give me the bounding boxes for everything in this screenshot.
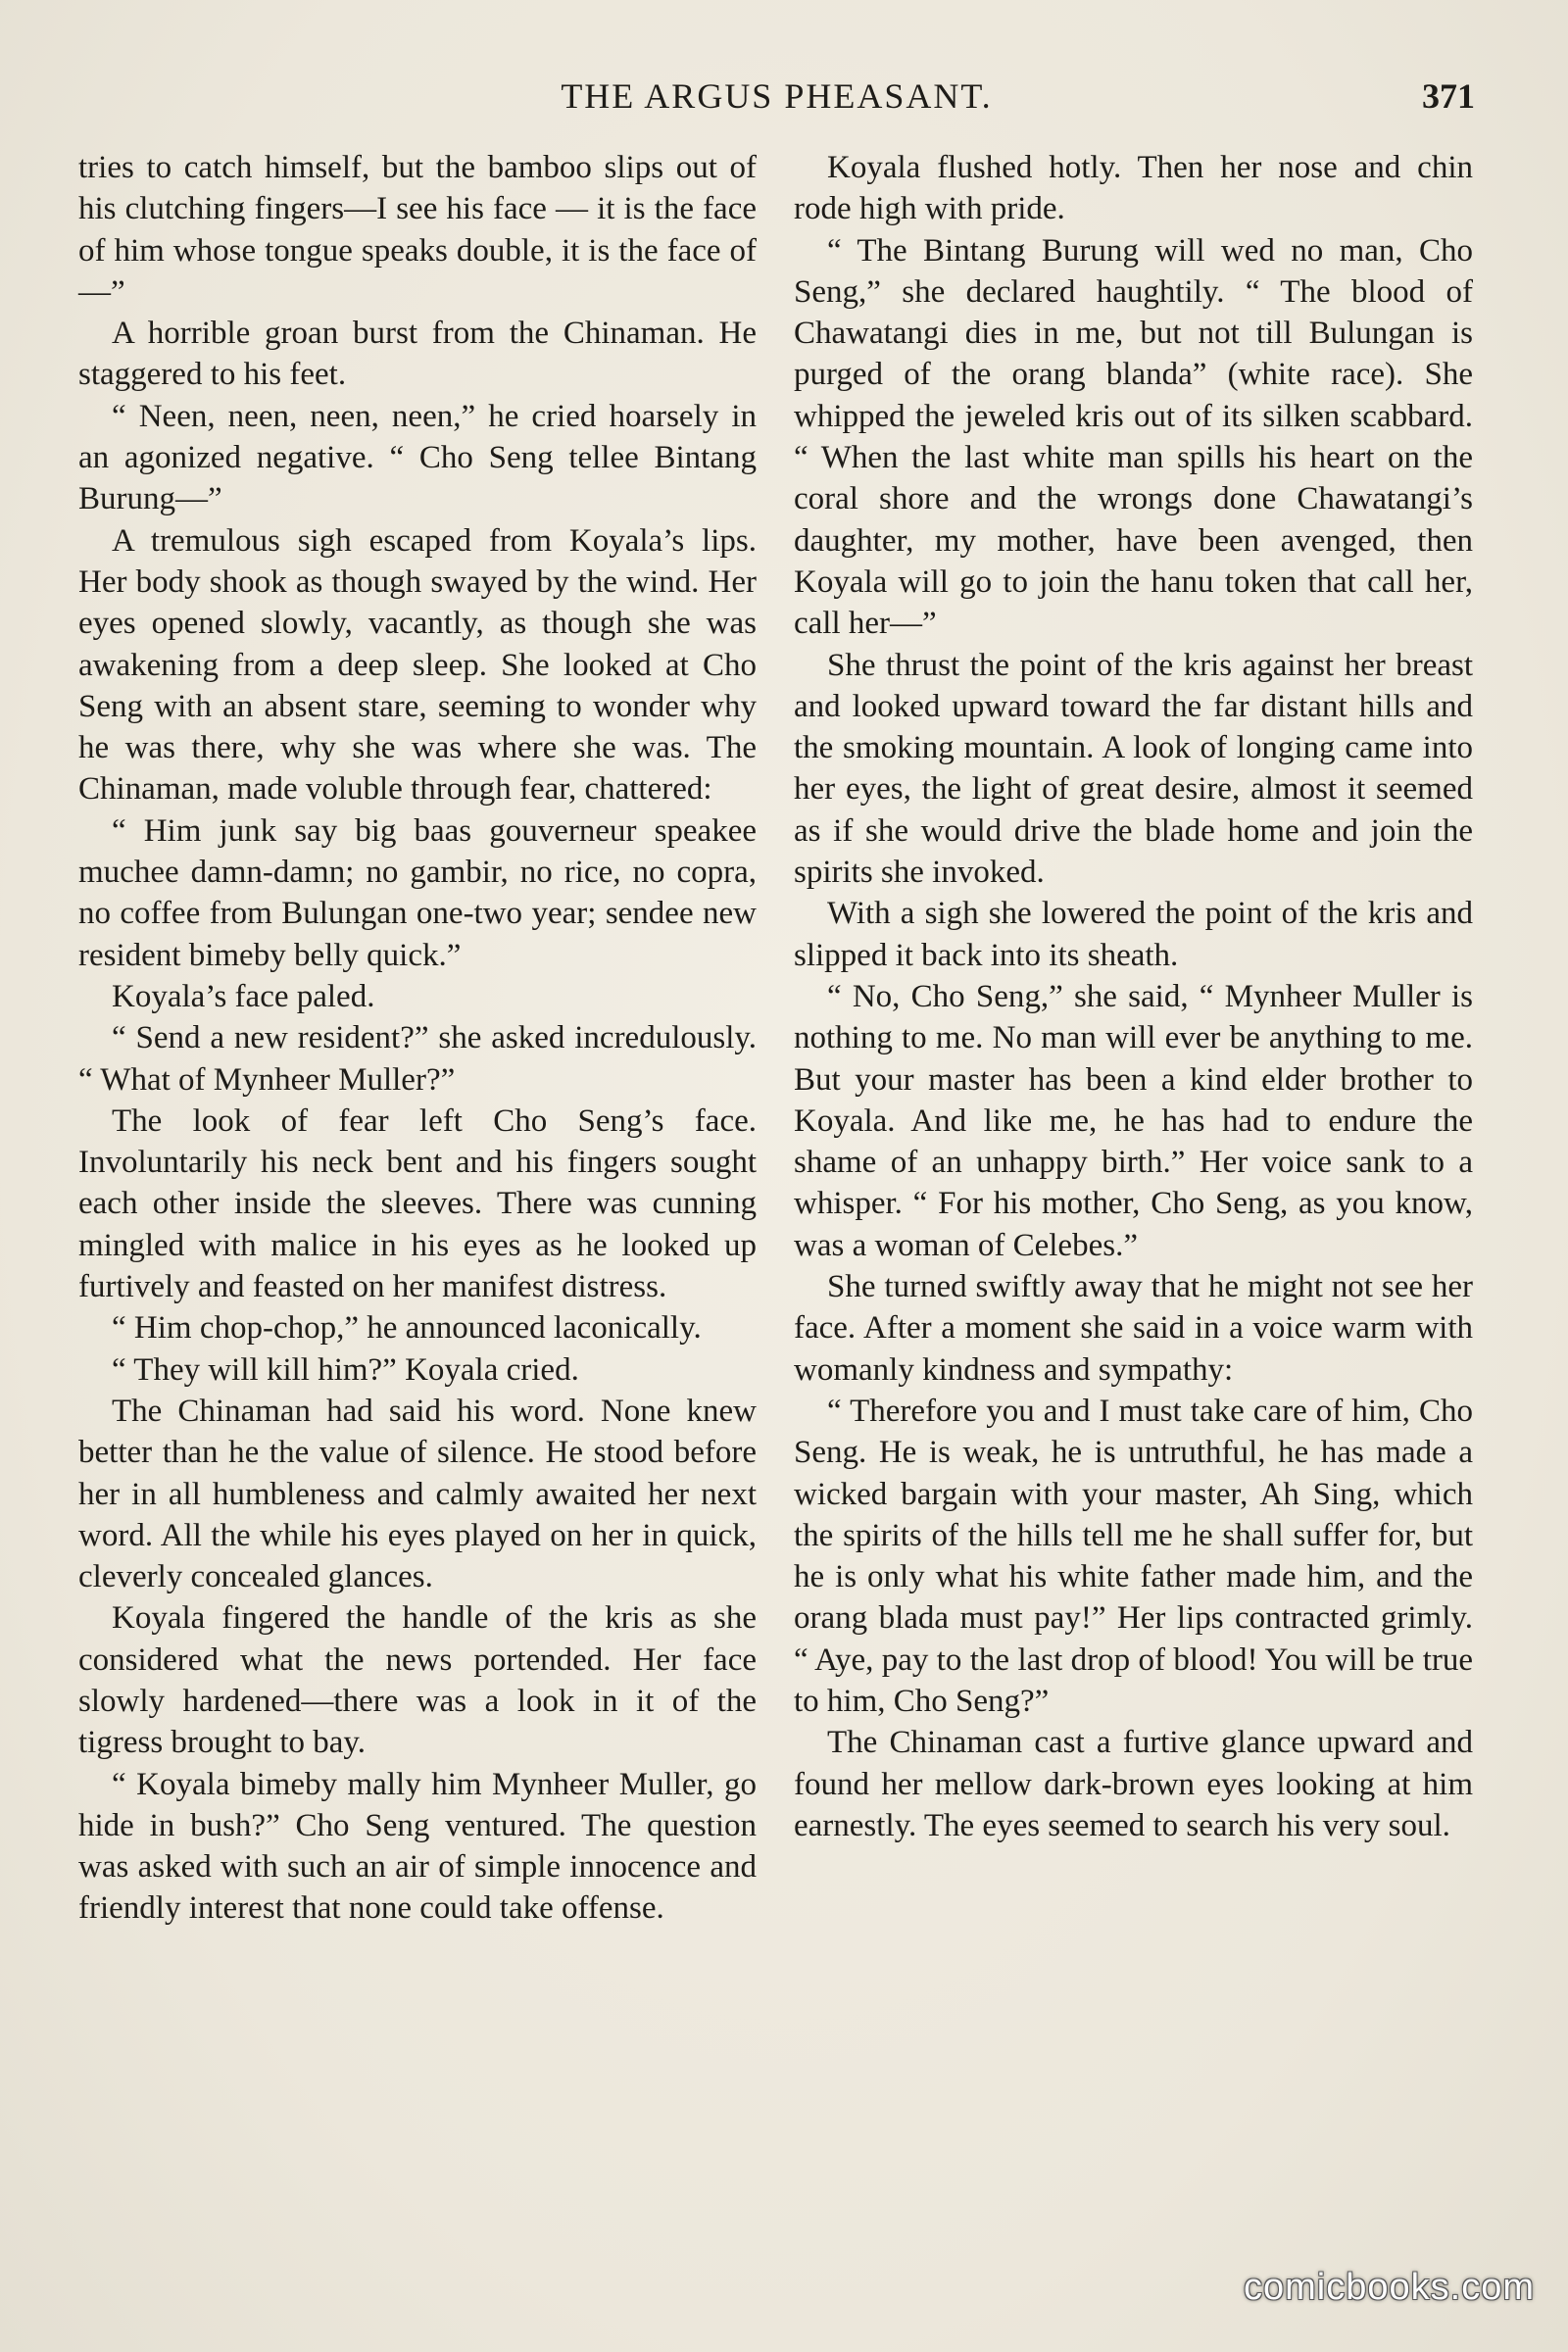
right-column — [794, 147, 1473, 1846]
paragraph: “ The Bintang Burung will wed no man, Cho Seng,” she declared haughtily. “ The blood of Chawatangi dies in me, but not till Bulungan is purged of the orang blanda” (white race). She whipped the jeweled kris out of its silken scabbard. “ When the last white man spills his heart on the coral shore and the wrongs done Chawatangi’s daughter, my mother, have been avenged, then Koyala will go to join the hanu token that call her, call her—” — [794, 232, 1473, 642]
paragraph: The Chinaman had said his word. None knew better than he the value of silence. He stood before her in all humbleness and calmly awaited her next word. All the while his eyes played on her in quick, cleverly concealed glances. — [78, 1393, 757, 1595]
paragraph: Koyala flushed hotly. Then her nose and chin rode high with pride. — [794, 150, 1473, 227]
paragraph: “ Neen, neen, neen, neen,” he cried hoarsely in an agonized negative. “ Cho Seng tellee Bintang Burung—” — [78, 398, 757, 517]
paragraph: “ Send a new resident?” she asked incredulously. “ What of Mynheer Muller?” — [78, 1020, 757, 1098]
paragraph: A horrible groan burst from the Chinaman. He staggered to his feet. — [78, 316, 757, 393]
paragraph: “ They will kill him?” Koyala cried. — [112, 1351, 579, 1388]
paragraph: “ Therefore you and I must take care of him, Cho Seng. He is weak, he is untruthful, he has made a wicked bargain with your master, Ah Sing, which the spirits of the hills tell me he shall suffer for, but he is only what his white father made him, and the orang blada must pay!” Her lips contracted grimly. “ Aye, pay to the last drop of blood! You will be true to him, Cho Seng?” — [794, 1393, 1473, 1719]
paragraph: “ Him chop-chop,” he announced laconically. — [112, 1310, 702, 1347]
paragraph: She thrust the point of the kris against her breast and looked upward toward the far distant hills and the smoking mountain. A look of longing came into her eyes, the light of great desire, almost it seemed as if she would drive the blade home and join the spirits she invoked. — [794, 647, 1473, 891]
site-watermark: comicbooks.com — [1244, 2267, 1535, 2308]
running-title: THE ARGUS PHEASANT. — [561, 76, 993, 116]
left-column — [78, 147, 757, 1930]
paragraph: The look of fear left Cho Seng’s face. Involuntarily his neck bent and his fingers sought each other inside the sleeves. There was cunning mingled with malice in his eyes as he looked up furtively and feasted on her manifest distress. — [78, 1102, 757, 1305]
paragraph: Koyala’s face paled. — [112, 978, 375, 1014]
paragraph: The Chinaman cast a furtive glance upward and found her mellow dark-brown eyes looking at him earnestly. The eyes seemed to search his very soul. — [794, 1725, 1473, 1843]
paragraph: “ No, Cho Seng,” she said, “ Mynheer Muller is nothing to me. No man will ever be anything to me. But your master has been a kind elder brother to Koyala. And like me, he has had to endure the shame of an unhappy birth.” Her voice sank to a whisper. “ For his mother, Cho Seng, as you know, was a woman of Celebes.” — [794, 978, 1473, 1263]
paragraph: Koyala fingered the handle of the kris as she considered what the news portended. Her face slowly hardened—there was a look in it of the tigress brought to bay. — [78, 1600, 757, 1761]
page-number: 371 — [1422, 76, 1475, 116]
paragraph: “ Him junk say big baas gouverneur speakee muchee damn-damn; no gambir, no rice, no copra, no coffee from Bulungan one-two year; sendee new resident bimeby belly quick.” — [78, 812, 757, 973]
paragraph: “ Koyala bimeby mally him Mynheer Muller, go hide in bush?” Cho Seng ventured. The question was asked with such an air of simple innocence and friendly interest that none could take offense. — [78, 1766, 757, 1927]
paragraph: A tremulous sigh escaped from Koyala’s lips. Her body shook as though swayed by the wind. Her eyes opened slowly, vacantly, as though she was awakening from a deep sleep. She looked at Cho Seng with an absent stare, seeming to wonder why he was there, why she was where she was. The Chinaman, made voluble through fear, chattered: — [78, 522, 757, 808]
paragraph: With a sigh she lowered the point of the kris and slipped it back into its sheath. — [794, 896, 1473, 973]
paragraph: She turned swiftly away that he might not see her face. After a moment she said in a voice warm with womanly kindness and sympathy: — [794, 1269, 1473, 1388]
paragraph: tries to catch himself, but the bamboo slips out of his clutching fingers—I see his face — it is the face of him whose tongue speaks double, it is the face of—” — [78, 150, 757, 310]
running-head — [78, 67, 1475, 125]
